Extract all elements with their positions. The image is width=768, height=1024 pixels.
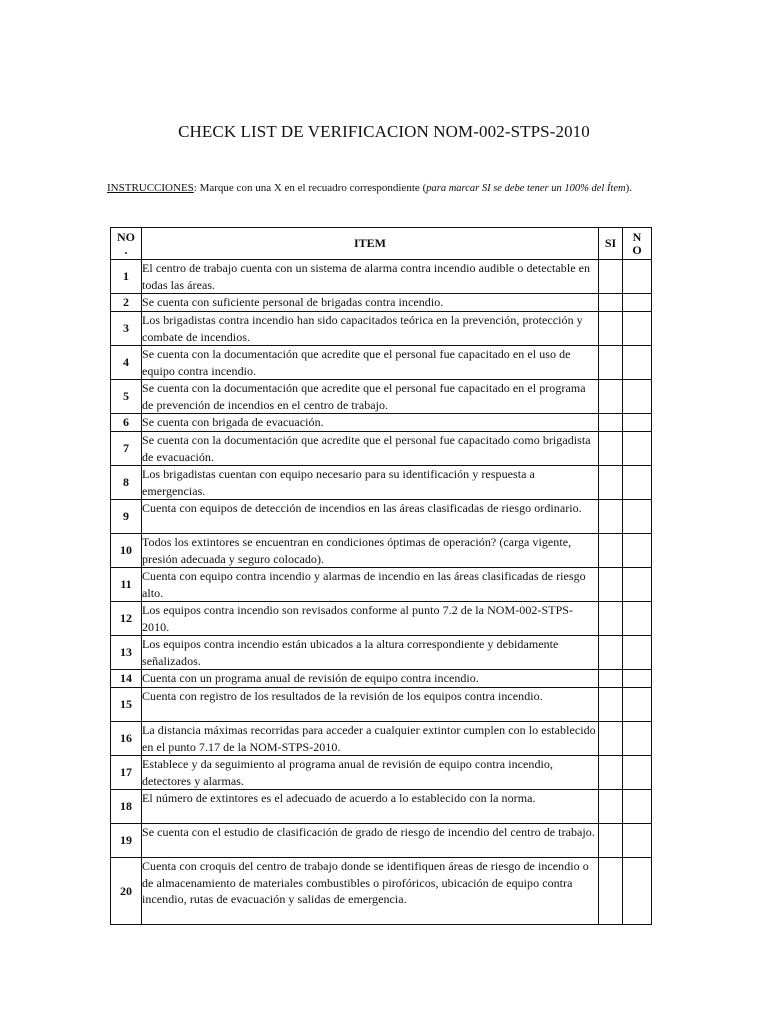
no-checkbox-cell[interactable] xyxy=(623,688,652,722)
table-row xyxy=(111,294,652,312)
si-checkbox-cell[interactable] xyxy=(599,260,623,294)
row-number: 10 xyxy=(111,534,142,568)
row-number: 9 xyxy=(111,500,142,534)
row-item-text: Todos los extintores se encuentran en condiciones óptimas de operación? (carga vigente, presión adecuada y seguro colocado). xyxy=(142,534,599,568)
table-row xyxy=(111,414,652,432)
row-item-text: Se cuenta con suficiente personal de brigadas contra incendio. xyxy=(142,294,599,312)
no-checkbox-cell[interactable] xyxy=(623,346,652,380)
instructions-text: : Marque con una X en el recuadro correspondiente ( xyxy=(193,182,427,194)
row-number: 17 xyxy=(111,756,142,790)
row-number: 6 xyxy=(111,414,142,432)
si-checkbox-cell[interactable] xyxy=(599,688,623,722)
row-number: 5 xyxy=(111,380,142,414)
row-item-text: Los brigadistas cuentan con equipo necesario para su identificación y respuesta a emergencias. xyxy=(142,466,599,500)
row-number: 8 xyxy=(111,466,142,500)
no-checkbox-cell[interactable] xyxy=(623,790,652,824)
instructions-note: para marcar SI se debe tener un 100% del Ítem xyxy=(426,183,626,194)
table-row xyxy=(111,500,652,534)
si-checkbox-cell[interactable] xyxy=(599,858,623,925)
si-checkbox-cell[interactable] xyxy=(599,294,623,312)
row-number: 15 xyxy=(111,688,142,722)
no-checkbox-cell[interactable] xyxy=(623,294,652,312)
table-row xyxy=(111,260,652,294)
row-number: 14 xyxy=(111,670,142,688)
table-row xyxy=(111,602,652,636)
row-item-text: Establece y da seguimiento al programa anual de revisión de equipo contra incendio, detectores y alarmas. xyxy=(142,756,599,790)
no-checkbox-cell[interactable] xyxy=(623,722,652,756)
si-checkbox-cell[interactable] xyxy=(599,346,623,380)
table-row xyxy=(111,312,652,346)
si-checkbox-cell[interactable] xyxy=(599,636,623,670)
no-checkbox-cell[interactable] xyxy=(623,568,652,602)
document-title: CHECK LIST DE VERIFICACION NOM-002-STPS-2010 xyxy=(178,122,590,141)
header-si: SI xyxy=(599,228,623,260)
header-no xyxy=(623,228,652,260)
row-item-text: Cuenta con un programa anual de revisión de equipo contra incendio. xyxy=(142,670,599,688)
header-number-line2: . xyxy=(124,242,128,257)
si-checkbox-cell[interactable] xyxy=(599,722,623,756)
no-checkbox-cell[interactable] xyxy=(623,380,652,414)
table-row xyxy=(111,534,652,568)
no-checkbox-cell[interactable] xyxy=(623,756,652,790)
si-checkbox-cell[interactable] xyxy=(599,312,623,346)
row-number: 19 xyxy=(111,824,142,858)
no-checkbox-cell[interactable] xyxy=(623,432,652,466)
row-item-text: Se cuenta con la documentación que acredite que el personal fue capacitado en el programa de prevención de incendios en el centro de trabajo. xyxy=(142,380,599,414)
no-checkbox-cell[interactable] xyxy=(623,824,652,858)
row-number: 12 xyxy=(111,602,142,636)
no-checkbox-cell[interactable] xyxy=(623,500,652,534)
table-row xyxy=(111,688,652,722)
no-checkbox-cell[interactable] xyxy=(623,260,652,294)
si-checkbox-cell[interactable] xyxy=(599,602,623,636)
si-checkbox-cell[interactable] xyxy=(599,500,623,534)
checklist-table xyxy=(110,227,652,925)
row-number: 1 xyxy=(111,260,142,294)
row-number: 18 xyxy=(111,790,142,824)
si-checkbox-cell[interactable] xyxy=(599,790,623,824)
table-row xyxy=(111,790,652,824)
row-item-text: Cuenta con equipos de detección de incendios en las áreas clasificadas de riesgo ordinario. xyxy=(142,500,599,534)
row-item-text: El centro de trabajo cuenta con un sistema de alarma contra incendio audible o detectable en todas las áreas. xyxy=(142,260,599,294)
si-checkbox-cell[interactable] xyxy=(599,824,623,858)
header-no-line2: O xyxy=(632,242,642,257)
row-item-text: Los equipos contra incendio están ubicados a la altura correspondiente y debidamente señalizados. xyxy=(142,636,599,670)
row-item-text: Cuenta con croquis del centro de trabajo donde se identifiquen áreas de riesgo de incendio o de almacenamiento de materiales combustibles o pirofóricos, ubicación de equipo contra incendio, rutas de evacuación y salidas de emergencia. xyxy=(142,858,599,925)
no-checkbox-cell[interactable] xyxy=(623,414,652,432)
no-checkbox-cell[interactable] xyxy=(623,670,652,688)
si-checkbox-cell[interactable] xyxy=(599,756,623,790)
instructions-label: INSTRUCCIONES xyxy=(107,182,194,194)
instructions-end: ). xyxy=(625,182,633,194)
row-item-text: El número de extintores es el adecuado de acuerdo a lo establecido con la norma. xyxy=(142,790,599,824)
row-item-text: Se cuenta con el estudio de clasificación de grado de riesgo de incendio del centro de trabajo. xyxy=(142,824,599,858)
si-checkbox-cell[interactable] xyxy=(599,380,623,414)
row-item-text: Se cuenta con la documentación que acredite que el personal fue capacitado en el uso de equipo contra incendio. xyxy=(142,346,599,380)
table-row xyxy=(111,670,652,688)
no-checkbox-cell[interactable] xyxy=(623,312,652,346)
table-row xyxy=(111,722,652,756)
header-no-line1: N xyxy=(632,229,642,244)
no-checkbox-cell[interactable] xyxy=(623,636,652,670)
row-number: 16 xyxy=(111,722,142,756)
si-checkbox-cell[interactable] xyxy=(599,432,623,466)
table-row xyxy=(111,858,652,925)
si-checkbox-cell[interactable] xyxy=(599,568,623,602)
row-number: 20 xyxy=(111,858,142,925)
si-checkbox-cell[interactable] xyxy=(599,466,623,500)
si-checkbox-cell[interactable] xyxy=(599,414,623,432)
row-number: 13 xyxy=(111,636,142,670)
table-row xyxy=(111,466,652,500)
header-row xyxy=(111,228,652,260)
table-row xyxy=(111,346,652,380)
table-row xyxy=(111,432,652,466)
no-checkbox-cell[interactable] xyxy=(623,534,652,568)
row-item-text: Se cuenta con brigada de evacuación. xyxy=(142,414,599,432)
header-item: ITEM xyxy=(142,228,599,260)
row-number: 2 xyxy=(111,294,142,312)
no-checkbox-cell[interactable] xyxy=(623,466,652,500)
row-item-text: Se cuenta con la documentación que acredite que el personal fue capacitado como brigadista de evacuación. xyxy=(142,432,599,466)
row-number: 11 xyxy=(111,568,142,602)
row-item-text: Los brigadistas contra incendio han sido capacitados teórica en la prevención, protección y combate de incendios. xyxy=(142,312,599,346)
table-row xyxy=(111,568,652,602)
row-item-text: Cuenta con registro de los resultados de la revisión de los equipos contra incendio. xyxy=(142,688,599,722)
row-item-text: Cuenta con equipo contra incendio y alarmas de incendio en las áreas clasificadas de riesgo alto. xyxy=(142,568,599,602)
no-checkbox-cell[interactable] xyxy=(623,602,652,636)
row-item-text: La distancia máximas recorridas para acceder a cualquier extintor cumplen con lo establecido en el punto 7.17 de la NOM-STPS-2010. xyxy=(142,722,599,756)
row-number: 4 xyxy=(111,346,142,380)
header-number xyxy=(111,228,142,260)
row-item-text: Los equipos contra incendio son revisados conforme al punto 7.2 de la NOM-002-STPS-2010. xyxy=(142,602,599,636)
row-number: 3 xyxy=(111,312,142,346)
si-checkbox-cell[interactable] xyxy=(599,534,623,568)
si-checkbox-cell[interactable] xyxy=(599,670,623,688)
row-number: 7 xyxy=(111,432,142,466)
instructions xyxy=(107,180,652,197)
table-row xyxy=(111,824,652,858)
header-number-line1: NO xyxy=(117,229,135,244)
no-checkbox-cell[interactable] xyxy=(623,858,652,925)
table-row xyxy=(111,636,652,670)
table-row xyxy=(111,756,652,790)
table-row xyxy=(111,380,652,414)
